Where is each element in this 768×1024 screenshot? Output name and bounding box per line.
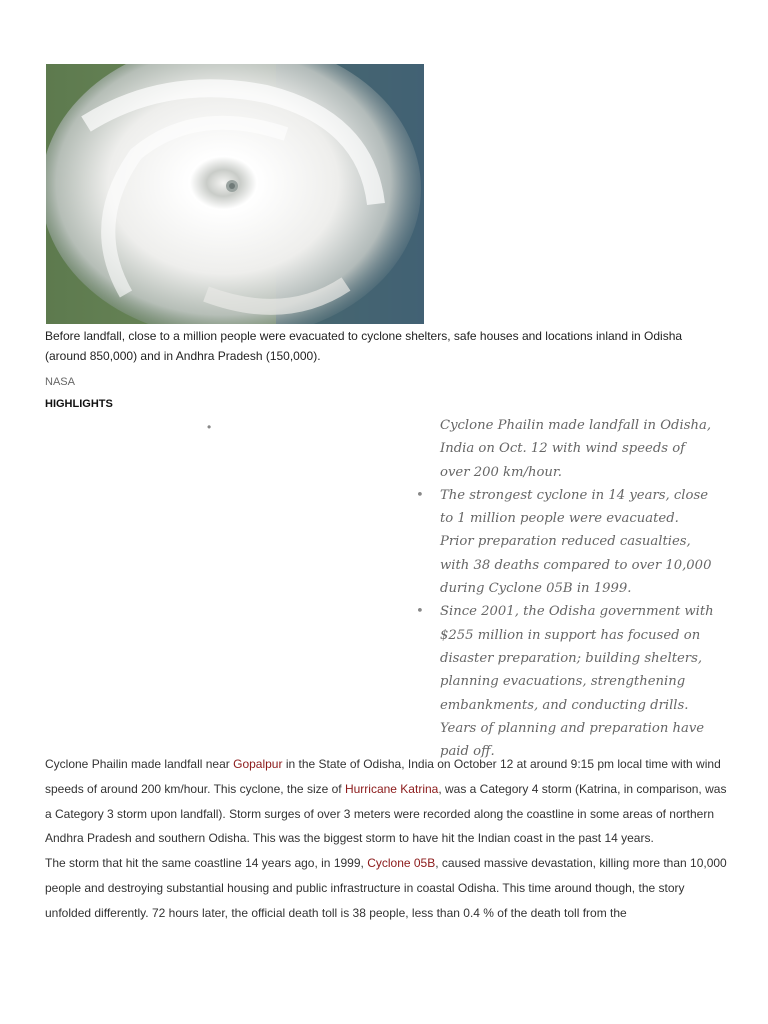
paragraph-text: , was a Category 4 storm (Katrina, in comparison, was a Category 3 storm upon landfall). Storm surges of over 3 meters were recorded along the coastline in some areas of northern Andhra Pradesh and southern Odisha. This was the biggest storm to have hit the Indian coast in the past 14 years. [45, 781, 727, 846]
gopalpur-link[interactable]: Gopalpur [233, 757, 283, 771]
paragraph-text: in the State of Odisha, India on October 12 at around 9:15 pm local time with wind speeds of around 200 km/hour. This cyclone, the size of [45, 757, 721, 796]
highlights-heading: HIGHLIGHTS [45, 398, 113, 410]
article-body [45, 752, 727, 926]
cyclone-05b-link[interactable]: Cyclone 05B [367, 856, 436, 871]
highlight-item: Cyclone Phailin made landfall in Odisha, India on Oct. 12 with wind speeds of over 200 km/hour. [440, 418, 712, 480]
cyclone-satellite-icon [46, 64, 424, 324]
bullet-icon: • [207, 420, 212, 434]
article-paragraph [45, 851, 727, 925]
image-credit: NASA [45, 376, 75, 388]
paragraph-text: The storm that hit the same coastline 14 years ago, in 1999, [45, 856, 368, 871]
paragraph-text: Cyclone Phailin made landfall near [45, 757, 234, 771]
highlight-item: • Since 2001, the Odisha government with $255 million in support has focused on disaster preparation; building shelters, planning evacuations, strengthening embankments, and conducting drills. Years of planning and preparation have paid off. [416, 600, 716, 763]
highlights-list [416, 414, 716, 763]
hurricane-katrina-link[interactable]: Hurricane Katrina [344, 781, 439, 796]
image-caption: Before landfall, close to a million people were evacuated to cyclone shelters, safe houses and locations inland in Odisha (around 850,000) and in Andhra Pradesh (150,000). [45, 329, 683, 363]
highlight-item: • The strongest cyclone in 14 years, close to 1 million people were evacuated. Prior preparation reduced casualties, with 38 deaths compared to over 10,000 during Cyclone 05B in 1999. [416, 484, 716, 600]
article-paragraph [45, 752, 727, 851]
cyclone-satellite-image [46, 64, 424, 324]
paragraph-text: , caused massive devastation, killing more than 10,000 people and destroying substantial housing and public infrastructure in coastal Odisha. This time around though, the story unfolded differently. 72 hours later, the official death toll is 38 people, less than 0.4 % of the death toll from the [45, 856, 727, 920]
